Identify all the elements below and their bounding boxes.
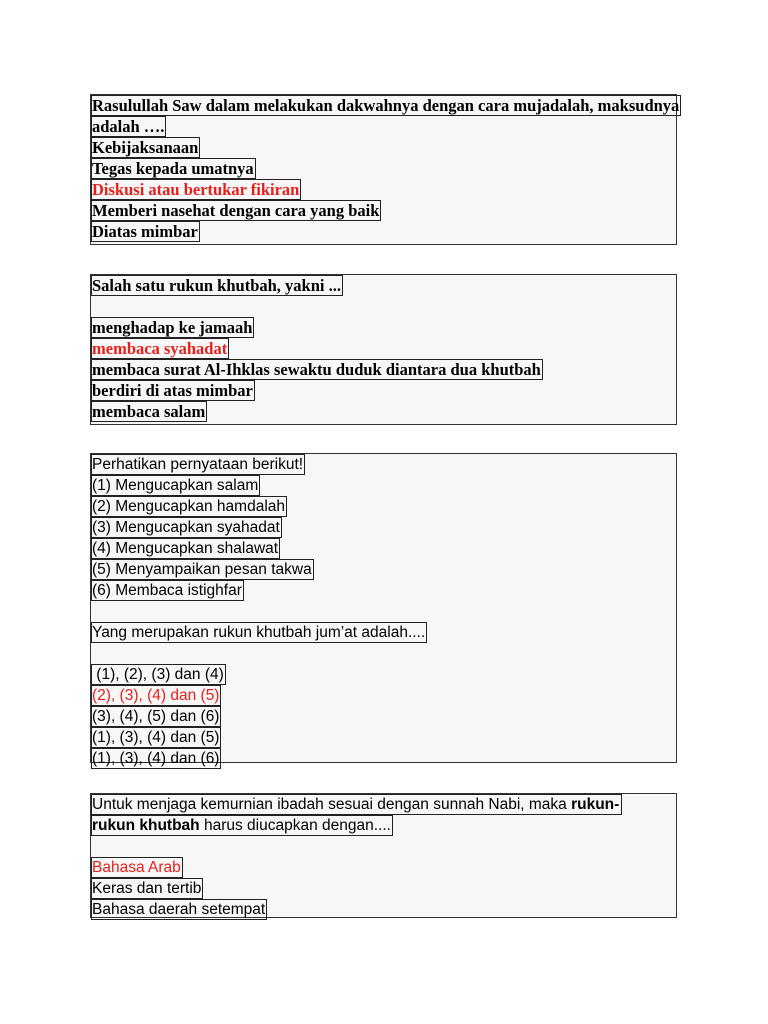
question-4-stem-bold1: rukun- [571,796,620,813]
q3-option-c[interactable]: (3), (4), (5) dan (6) [92,708,220,725]
question-4 [90,793,677,918]
q1-option-a[interactable]: Kebijaksanaan [92,138,199,157]
q3-option-a[interactable]: (1), (2), (3) dan (4) [92,666,224,683]
q3-option-d[interactable]: (1), (3), (4) dan (5) [92,729,220,746]
statement-5: (5) Menyampaikan pesan takwa [92,561,312,578]
spacer [91,643,676,664]
q4-option-c[interactable]: Bahasa daerah setempat [92,901,266,918]
question-3-stem: Yang merupakan rukun khutbah jum’at adalah.... [92,624,426,641]
question-1 [90,94,680,245]
statement-1: (1) Mengucapkan salam [92,477,259,494]
q1-option-d[interactable]: Memberi nasehat dengan cara yang baik [92,201,380,220]
q1-option-e[interactable]: Diatas mimbar [92,222,198,241]
question-4-stem-text2: harus diucapkan dengan.... [199,817,391,834]
q4-option-b[interactable]: Keras dan tertib [92,880,202,897]
question-1-stem-line2: adalah …. [92,117,165,136]
statement-6: (6) Membaca istighfar [92,582,242,599]
q3-option-e[interactable]: (1), (3), (4) dan (6) [92,750,220,767]
q3-option-b-correct[interactable]: (2), (3), (4) dan (5) [92,687,220,704]
question-4-stem-line1 [91,794,622,815]
question-2-stem: Salah satu rukun khutbah, yakni ... [92,276,341,295]
question-4-stem-bold2: rukun khutbah [92,817,200,834]
q2-option-d[interactable]: berdiri di atas mimbar [92,381,253,400]
q2-option-b-correct[interactable]: membaca syahadat [92,339,228,358]
question-4-stem-text: Untuk menjaga kemurnian ibadah sesuai dengan sunnah Nabi, maka [92,796,572,813]
q1-option-b[interactable]: Tegas kepada umatnya [92,159,254,178]
statement-2: (2) Mengucapkan hamdalah [92,498,286,515]
spacer [91,836,676,857]
question-2 [90,274,677,425]
statement-4: (4) Mengucapkan shalawat [92,540,279,557]
question-4-stem-line2 [91,815,393,836]
spacer [91,296,676,317]
q4-option-a-correct[interactable]: Bahasa Arab [92,859,181,876]
q1-option-c-correct[interactable]: Diskusi atau bertukar fikiran [92,180,300,199]
q2-option-e[interactable]: membaca salam [92,402,206,421]
q2-option-c[interactable]: membaca surat Al-Ihklas sewaktu duduk diantara dua khutbah [92,360,541,379]
question-1-stem-line1: Rasulullah Saw dalam melakukan dakwahnya dengan cara mujadalah, maksudnya [92,96,680,115]
spacer [91,601,676,622]
statement-3: (3) Mengucapkan syahadat [92,519,280,536]
question-3-intro: Perhatikan pernyataan berikut! [92,456,304,473]
question-3 [90,453,677,767]
q2-option-a[interactable]: menghadap ke jamaah [92,318,253,337]
